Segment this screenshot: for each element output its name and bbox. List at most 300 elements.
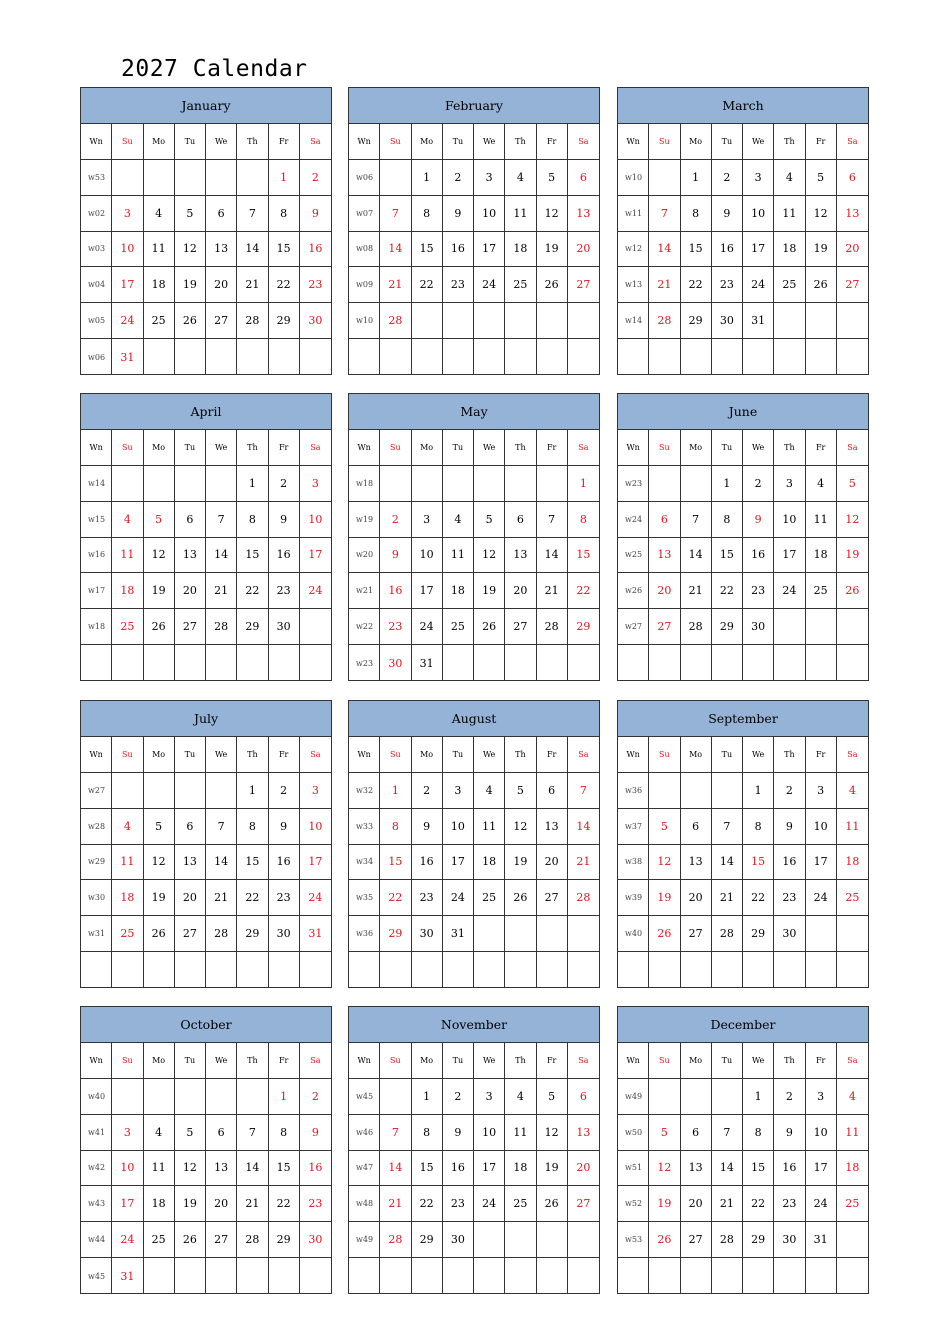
weekday-header: Fr	[806, 430, 837, 466]
day-cell: 22	[237, 880, 268, 916]
day-cell	[206, 773, 237, 809]
day-cell	[412, 339, 443, 375]
week-number: w32	[349, 773, 380, 809]
day-cell: 14	[380, 1151, 411, 1187]
weekday-header: Sa	[568, 1043, 599, 1079]
day-cell: 9	[443, 196, 474, 232]
week-number: w14	[618, 303, 649, 339]
day-cell	[649, 773, 680, 809]
day-cell: 1	[237, 773, 268, 809]
weekday-header: Su	[649, 124, 680, 160]
day-cell	[412, 1258, 443, 1294]
day-cell: 26	[537, 267, 568, 303]
day-cell	[537, 952, 568, 988]
weekday-header: Su	[649, 737, 680, 773]
day-cell: 26	[649, 916, 680, 952]
week-number: w15	[81, 502, 112, 538]
day-cell: 21	[237, 1186, 268, 1222]
day-cell: 11	[474, 809, 505, 845]
day-cell	[806, 916, 837, 952]
week-number	[349, 339, 380, 375]
day-cell: 6	[568, 1079, 599, 1115]
day-cell	[380, 1258, 411, 1294]
day-cell: 26	[175, 1222, 206, 1258]
day-cell: 18	[144, 267, 175, 303]
day-cell: 4	[505, 1079, 536, 1115]
day-cell: 22	[743, 1186, 774, 1222]
weekday-header: Mo	[144, 430, 175, 466]
day-cell	[443, 952, 474, 988]
day-cell: 5	[537, 1079, 568, 1115]
week-number-header: Wn	[81, 1043, 112, 1079]
day-cell: 10	[412, 538, 443, 574]
day-cell: 16	[443, 1151, 474, 1187]
day-cell: 30	[300, 303, 331, 339]
day-cell: 4	[443, 502, 474, 538]
day-cell	[806, 1258, 837, 1294]
day-cell	[144, 1258, 175, 1294]
day-cell: 25	[144, 1222, 175, 1258]
day-cell: 7	[712, 1115, 743, 1151]
day-cell: 19	[175, 1186, 206, 1222]
week-number: w51	[618, 1151, 649, 1187]
week-number: w27	[81, 773, 112, 809]
day-cell	[474, 339, 505, 375]
week-number: w35	[349, 880, 380, 916]
day-cell: 27	[681, 916, 712, 952]
day-cell	[206, 1258, 237, 1294]
day-cell: 28	[237, 1222, 268, 1258]
day-cell: 6	[175, 502, 206, 538]
day-cell: 11	[144, 1151, 175, 1187]
day-cell: 21	[206, 880, 237, 916]
week-number: w22	[349, 609, 380, 645]
day-cell: 8	[412, 1115, 443, 1151]
day-cell: 27	[649, 609, 680, 645]
day-cell: 29	[269, 1222, 300, 1258]
day-cell: 3	[474, 160, 505, 196]
weekday-header: Th	[237, 737, 268, 773]
day-cell: 22	[269, 1186, 300, 1222]
day-cell: 6	[206, 1115, 237, 1151]
day-cell	[144, 339, 175, 375]
day-cell	[443, 1258, 474, 1294]
day-cell: 11	[774, 196, 805, 232]
day-cell: 11	[112, 538, 143, 574]
day-cell: 21	[712, 880, 743, 916]
week-number: w08	[349, 232, 380, 268]
day-cell: 19	[144, 880, 175, 916]
day-cell: 15	[269, 1151, 300, 1187]
day-cell	[412, 303, 443, 339]
day-cell: 16	[774, 845, 805, 881]
day-cell: 25	[112, 916, 143, 952]
page-title: 2027 Calendar	[121, 56, 308, 82]
day-cell	[144, 160, 175, 196]
weekday-header: Fr	[269, 430, 300, 466]
week-number-header: Wn	[349, 1043, 380, 1079]
day-cell: 28	[568, 880, 599, 916]
day-cell	[537, 1222, 568, 1258]
day-cell	[474, 466, 505, 502]
day-cell: 19	[474, 573, 505, 609]
day-cell	[568, 303, 599, 339]
week-number: w10	[349, 303, 380, 339]
weekday-header: Tu	[712, 124, 743, 160]
week-number: w38	[618, 845, 649, 881]
day-cell: 27	[206, 1222, 237, 1258]
day-cell: 18	[806, 538, 837, 574]
week-number	[618, 645, 649, 681]
day-cell: 17	[112, 1186, 143, 1222]
day-cell: 17	[806, 845, 837, 881]
weekday-header: We	[743, 430, 774, 466]
day-cell: 16	[269, 845, 300, 881]
week-number: w36	[349, 916, 380, 952]
week-number: w25	[618, 538, 649, 574]
day-cell: 4	[112, 809, 143, 845]
day-cell	[443, 339, 474, 375]
day-cell	[568, 916, 599, 952]
day-cell: 22	[712, 573, 743, 609]
month-september	[617, 700, 869, 988]
day-cell	[649, 645, 680, 681]
day-cell: 3	[112, 1115, 143, 1151]
month-days-grid	[618, 124, 868, 375]
day-cell: 2	[300, 1079, 331, 1115]
day-cell: 14	[206, 845, 237, 881]
day-cell: 7	[237, 1115, 268, 1151]
day-cell: 29	[681, 303, 712, 339]
day-cell	[743, 339, 774, 375]
day-cell: 23	[774, 1186, 805, 1222]
day-cell: 16	[743, 538, 774, 574]
day-cell: 24	[474, 267, 505, 303]
weekday-header: Tu	[712, 1043, 743, 1079]
day-cell	[443, 645, 474, 681]
day-cell: 30	[443, 1222, 474, 1258]
day-cell: 17	[443, 845, 474, 881]
day-cell	[568, 339, 599, 375]
day-cell	[175, 645, 206, 681]
month-days-grid	[81, 124, 331, 375]
month-february	[348, 87, 600, 375]
day-cell	[443, 303, 474, 339]
day-cell: 25	[443, 609, 474, 645]
day-cell	[806, 609, 837, 645]
day-cell: 8	[568, 502, 599, 538]
day-cell: 16	[412, 845, 443, 881]
week-number: w06	[81, 339, 112, 375]
day-cell: 31	[112, 339, 143, 375]
day-cell: 9	[774, 809, 805, 845]
day-cell: 12	[649, 845, 680, 881]
day-cell	[774, 339, 805, 375]
day-cell	[743, 1258, 774, 1294]
day-cell	[505, 952, 536, 988]
day-cell: 28	[237, 303, 268, 339]
day-cell: 17	[112, 267, 143, 303]
day-cell: 5	[505, 773, 536, 809]
day-cell: 25	[144, 303, 175, 339]
day-cell	[300, 339, 331, 375]
day-cell: 3	[300, 773, 331, 809]
day-cell: 30	[743, 609, 774, 645]
day-cell: 30	[380, 645, 411, 681]
day-cell: 4	[144, 196, 175, 232]
day-cell: 21	[537, 573, 568, 609]
day-cell: 12	[144, 845, 175, 881]
day-cell: 1	[681, 160, 712, 196]
day-cell	[649, 466, 680, 502]
weekday-header: Mo	[412, 737, 443, 773]
week-number: w18	[349, 466, 380, 502]
day-cell	[712, 1079, 743, 1115]
month-may	[348, 393, 600, 681]
day-cell: 2	[774, 1079, 805, 1115]
day-cell: 24	[774, 573, 805, 609]
week-number: w18	[81, 609, 112, 645]
day-cell: 9	[300, 196, 331, 232]
day-cell: 10	[112, 232, 143, 268]
week-number: w03	[81, 232, 112, 268]
week-number: w27	[618, 609, 649, 645]
day-cell	[300, 952, 331, 988]
day-cell	[505, 466, 536, 502]
day-cell	[237, 1079, 268, 1115]
day-cell: 24	[300, 880, 331, 916]
day-cell: 1	[237, 466, 268, 502]
day-cell: 14	[712, 1151, 743, 1187]
day-cell	[269, 952, 300, 988]
day-cell	[568, 1258, 599, 1294]
day-cell: 15	[412, 1151, 443, 1187]
day-cell	[505, 645, 536, 681]
month-days-grid	[81, 430, 331, 681]
day-cell	[300, 1258, 331, 1294]
day-cell: 29	[412, 1222, 443, 1258]
day-cell: 8	[743, 1115, 774, 1151]
day-cell	[537, 466, 568, 502]
day-cell: 14	[237, 232, 268, 268]
weekday-header: Tu	[443, 124, 474, 160]
day-cell: 2	[712, 160, 743, 196]
day-cell: 20	[505, 573, 536, 609]
day-cell: 10	[443, 809, 474, 845]
day-cell: 13	[649, 538, 680, 574]
day-cell: 6	[175, 809, 206, 845]
day-cell	[568, 1222, 599, 1258]
day-cell: 23	[300, 1186, 331, 1222]
day-cell: 7	[380, 196, 411, 232]
day-cell: 27	[175, 609, 206, 645]
weekday-header: Fr	[806, 124, 837, 160]
day-cell	[568, 645, 599, 681]
day-cell: 9	[300, 1115, 331, 1151]
day-cell: 4	[474, 773, 505, 809]
day-cell: 5	[837, 466, 868, 502]
day-cell	[649, 160, 680, 196]
day-cell: 9	[443, 1115, 474, 1151]
day-cell: 22	[681, 267, 712, 303]
day-cell	[537, 1258, 568, 1294]
day-cell	[568, 952, 599, 988]
day-cell: 15	[681, 232, 712, 268]
day-cell: 13	[175, 538, 206, 574]
week-number: w46	[349, 1115, 380, 1151]
day-cell	[175, 339, 206, 375]
weekday-header: Su	[380, 124, 411, 160]
day-cell: 25	[806, 573, 837, 609]
weekday-header: Th	[237, 1043, 268, 1079]
day-cell: 13	[206, 232, 237, 268]
day-cell: 2	[443, 160, 474, 196]
month-december	[617, 1006, 869, 1294]
day-cell	[380, 1079, 411, 1115]
day-cell	[175, 1258, 206, 1294]
day-cell: 16	[300, 1151, 331, 1187]
day-cell: 3	[443, 773, 474, 809]
day-cell: 18	[837, 845, 868, 881]
day-cell: 19	[175, 267, 206, 303]
day-cell	[237, 645, 268, 681]
day-cell	[237, 339, 268, 375]
day-cell: 3	[300, 466, 331, 502]
day-cell: 27	[175, 916, 206, 952]
day-cell: 25	[505, 267, 536, 303]
weekday-header: Fr	[269, 737, 300, 773]
day-cell: 2	[412, 773, 443, 809]
day-cell: 15	[380, 845, 411, 881]
day-cell: 19	[649, 880, 680, 916]
day-cell: 16	[443, 232, 474, 268]
weekday-header: Sa	[568, 430, 599, 466]
week-number	[618, 339, 649, 375]
week-number: w24	[618, 502, 649, 538]
day-cell: 27	[505, 609, 536, 645]
day-cell	[206, 645, 237, 681]
weekday-header: Su	[112, 737, 143, 773]
weekday-header: Tu	[175, 124, 206, 160]
day-cell: 7	[206, 502, 237, 538]
weekday-header: Fr	[269, 124, 300, 160]
day-cell	[175, 773, 206, 809]
day-cell: 21	[380, 1186, 411, 1222]
weekday-header: Sa	[837, 1043, 868, 1079]
day-cell: 3	[412, 502, 443, 538]
day-cell: 18	[505, 232, 536, 268]
weekday-header: We	[743, 124, 774, 160]
day-cell: 12	[837, 502, 868, 538]
day-cell: 1	[712, 466, 743, 502]
day-cell: 13	[568, 1115, 599, 1151]
day-cell: 9	[712, 196, 743, 232]
week-number: w26	[618, 573, 649, 609]
day-cell: 21	[649, 267, 680, 303]
day-cell: 10	[806, 1115, 837, 1151]
day-cell	[537, 645, 568, 681]
day-cell	[774, 303, 805, 339]
day-cell	[412, 466, 443, 502]
weekday-header: We	[206, 737, 237, 773]
day-cell	[237, 1258, 268, 1294]
week-number: w44	[81, 1222, 112, 1258]
day-cell	[505, 1258, 536, 1294]
weekday-header: Mo	[412, 124, 443, 160]
day-cell: 4	[144, 1115, 175, 1151]
week-number: w43	[81, 1186, 112, 1222]
day-cell: 13	[537, 809, 568, 845]
day-cell: 1	[743, 773, 774, 809]
day-cell	[144, 645, 175, 681]
week-number: w31	[81, 916, 112, 952]
day-cell: 14	[712, 845, 743, 881]
day-cell: 3	[474, 1079, 505, 1115]
weekday-header: Tu	[443, 737, 474, 773]
day-cell	[380, 339, 411, 375]
weekday-header: Su	[649, 1043, 680, 1079]
month-days-grid	[81, 1043, 331, 1294]
day-cell	[206, 160, 237, 196]
month-title: July	[81, 701, 331, 737]
weekday-header: Mo	[144, 737, 175, 773]
day-cell: 15	[743, 845, 774, 881]
day-cell: 25	[837, 880, 868, 916]
day-cell: 31	[412, 645, 443, 681]
day-cell: 6	[505, 502, 536, 538]
weekday-header: Tu	[175, 737, 206, 773]
day-cell: 8	[412, 196, 443, 232]
day-cell: 20	[568, 232, 599, 268]
weekday-header: Th	[237, 430, 268, 466]
day-cell: 11	[505, 1115, 536, 1151]
day-cell: 27	[837, 267, 868, 303]
week-number: w49	[349, 1222, 380, 1258]
weekday-header: Su	[649, 430, 680, 466]
day-cell: 24	[112, 1222, 143, 1258]
weekday-header: We	[474, 430, 505, 466]
weekday-header: Fr	[537, 124, 568, 160]
day-cell: 27	[537, 880, 568, 916]
weekday-header: Su	[112, 124, 143, 160]
day-cell: 27	[568, 267, 599, 303]
week-number: w17	[81, 573, 112, 609]
day-cell: 27	[681, 1222, 712, 1258]
day-cell: 19	[806, 232, 837, 268]
day-cell: 17	[743, 232, 774, 268]
day-cell: 31	[743, 303, 774, 339]
month-days-grid	[618, 737, 868, 988]
weekday-header: Sa	[837, 430, 868, 466]
weekday-header: Sa	[568, 737, 599, 773]
day-cell: 19	[144, 573, 175, 609]
day-cell	[774, 952, 805, 988]
day-cell: 22	[380, 880, 411, 916]
day-cell: 3	[806, 773, 837, 809]
weekday-header: Th	[237, 124, 268, 160]
day-cell: 9	[269, 809, 300, 845]
day-cell: 31	[806, 1222, 837, 1258]
day-cell: 6	[681, 809, 712, 845]
day-cell: 1	[412, 160, 443, 196]
day-cell: 15	[412, 232, 443, 268]
day-cell: 18	[474, 845, 505, 881]
day-cell	[380, 160, 411, 196]
week-number: w13	[618, 267, 649, 303]
day-cell: 28	[206, 916, 237, 952]
week-number: w37	[618, 809, 649, 845]
day-cell: 24	[806, 880, 837, 916]
